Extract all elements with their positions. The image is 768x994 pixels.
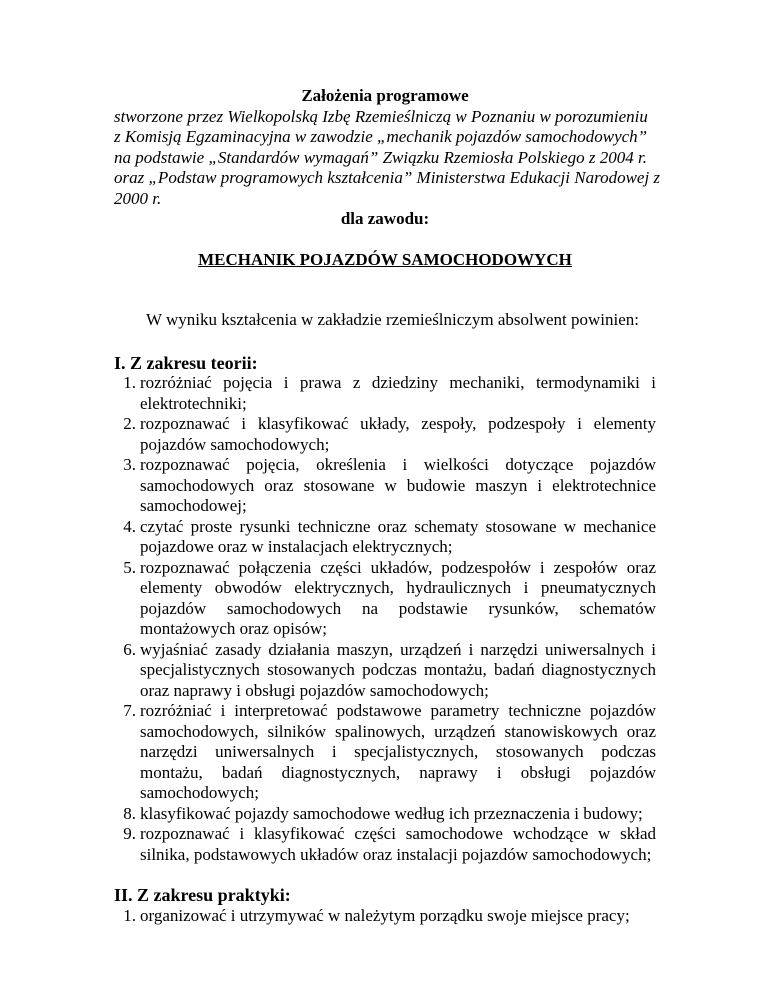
list-item bbox=[114, 824, 656, 865]
list-item-number: 1. bbox=[123, 373, 136, 392]
list-item-number: 3. bbox=[123, 455, 136, 474]
list-item-text: klasyfikować pojazdy samochodowe według ich przeznaczenia i budowy; bbox=[140, 803, 643, 823]
section-practice-heading: II. Z zakresu praktyki: bbox=[114, 885, 291, 905]
list-item-text: wyjaśniać zasady działania maszyn, urządzeń i narzędzi uniwersalnych i specjalistycznych stosowanych podczas montażu, badań diagnostycznych oraz naprawy i obsługi pojazdów samochodowych; bbox=[140, 639, 656, 700]
subtitle-line: 2000 r. bbox=[114, 188, 162, 208]
list-item-number: 6. bbox=[123, 639, 136, 659]
list-item-number: 5. bbox=[123, 557, 136, 577]
subtitle-line: na podstawie „Standardów wymagań” Związku Rzemiosła Polskiego z 2004 r. bbox=[114, 147, 648, 167]
document-title: Założenia programowe bbox=[301, 86, 469, 105]
list-item bbox=[114, 558, 656, 640]
subtitle-line: stworzone przez Wielkopolską Izbę Rzemieślniczą w Poznaniu w porozumieniu bbox=[114, 106, 648, 126]
intro-text: W wyniku kształcenia w zakładzie rzemieślniczym absolwent powinien: bbox=[146, 310, 639, 329]
section-theory-heading: I. Z zakresu teorii: bbox=[114, 352, 258, 373]
list-item-text: rozróżniać pojęcia i prawa z dziedziny mechaniki, termodynamiki i elektrotechniki; bbox=[140, 373, 656, 413]
document-subtitle bbox=[114, 106, 661, 210]
list-item bbox=[114, 455, 656, 517]
list-item bbox=[114, 373, 656, 414]
list-item bbox=[114, 906, 656, 927]
list-item-number: 1. bbox=[123, 905, 136, 925]
for-profession-label: dla zawodu: bbox=[340, 209, 430, 228]
list-item-number: 7. bbox=[123, 701, 136, 720]
list-item-text: organizować i utrzymywać w należytym porządku swoje miejsce pracy; bbox=[140, 905, 630, 925]
list-item bbox=[114, 804, 656, 825]
list-item-number: 8. bbox=[123, 803, 136, 823]
list-item-text: rozróżniać i interpretować podstawowe parametry techniczne pojazdów samochodowych, silników spalinowych, urządzeń stanowiskowych oraz narzędzi uniwersalnych i specjalistycznych, stosowanych podczas montażu, badań diagnostycznych, naprawy i obsługi pojazdów samochodowych; bbox=[140, 701, 656, 802]
list-item-text: czytać proste rysunki techniczne oraz schematy stosowane w mechanice pojazdowe oraz w instalacjach elektrycznych; bbox=[140, 516, 656, 556]
list-item-number: 2. bbox=[123, 414, 136, 433]
practice-list bbox=[114, 906, 656, 927]
list-item bbox=[114, 701, 656, 804]
list-item-text: rozpoznawać i klasyfikować układy, zespoły, podzespoły i elementy pojazdów samochodowych; bbox=[140, 414, 656, 454]
profession-title: MECHANIK POJAZDÓW SAMOCHODOWYCH bbox=[198, 249, 572, 269]
list-item-text: rozpoznawać połączenia części układów, podzespołów i zespołów oraz elementy obwodów elektrycznych, hydraulicznych i pneumatycznych pojazdów samochodowych na podstawie rysunków, schematów montażowych oraz opisów; bbox=[140, 557, 656, 638]
list-item-text: rozpoznawać i klasyfikować części samochodowe wchodzące w skład silnika, podstawowych układów oraz instalacji pojazdów samochodowych; bbox=[140, 824, 656, 864]
list-item bbox=[114, 414, 656, 455]
list-item-text: rozpoznawać pojęcia, określenia i wielkości dotyczące pojazdów samochodowych oraz stosowane w budowie maszyn i elektrotechnice samochodowej; bbox=[140, 455, 656, 515]
list-item-number: 9. bbox=[123, 824, 136, 843]
subtitle-line: oraz „Podstaw programowych kształcenia” Ministerstwa Edukacji Narodowej z bbox=[114, 168, 661, 187]
theory-list bbox=[114, 373, 656, 865]
list-item-number: 4. bbox=[123, 516, 136, 536]
list-item bbox=[114, 640, 656, 702]
list-item bbox=[114, 517, 656, 558]
subtitle-line: z Komisją Egzaminacyjna w zawodzie „mechanik pojazdów samochodowych” bbox=[114, 127, 648, 146]
